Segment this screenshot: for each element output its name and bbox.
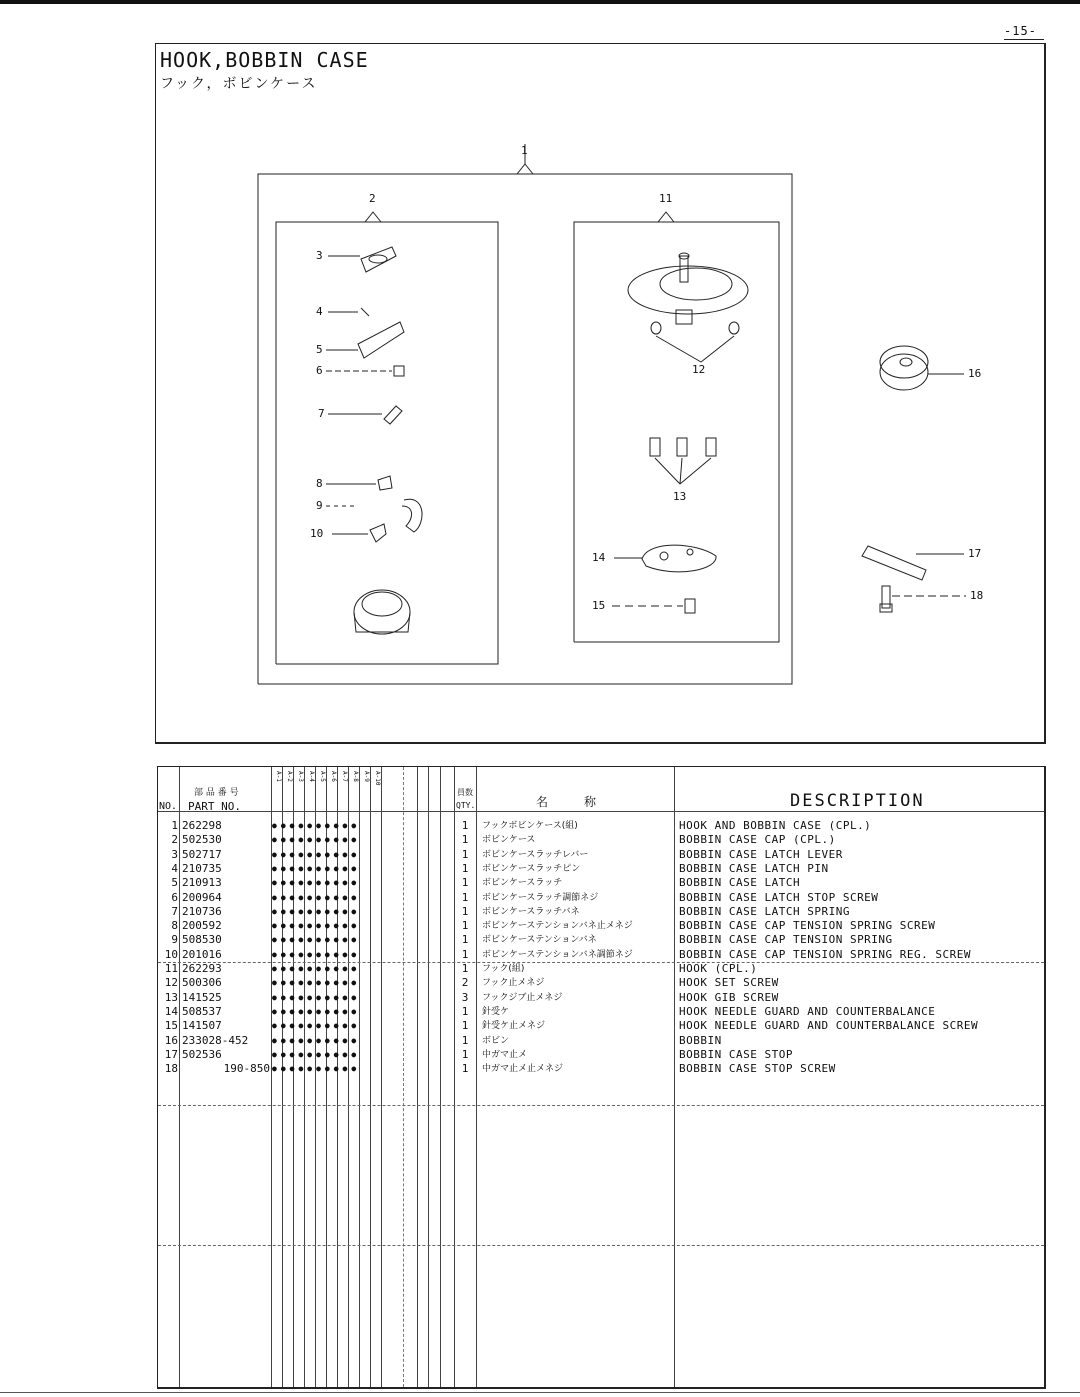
quantity: 1 bbox=[461, 1033, 469, 1047]
quantity: 1 bbox=[461, 876, 469, 890]
model-applicability-dots: ●●●●●●●●●● bbox=[272, 921, 361, 931]
part-number: 200964 bbox=[182, 890, 222, 904]
figure-title: HOOK,BOBBIN CASE bbox=[160, 48, 369, 72]
part-number: 210736 bbox=[182, 904, 222, 918]
model-applicability-dots: ●●●●●●●●●● bbox=[272, 935, 361, 945]
table-row bbox=[158, 1048, 1044, 1062]
part-number: 233028-452 bbox=[182, 1033, 249, 1047]
callout-1: 1 bbox=[521, 144, 528, 157]
description: HOOK (CPL.) bbox=[679, 962, 758, 975]
model-applicability-dots: ●●●●●●●●●● bbox=[272, 1021, 361, 1031]
row-number: 12 bbox=[164, 976, 178, 990]
japanese-name: ボビンケースラッチピン bbox=[482, 863, 581, 874]
table-row bbox=[158, 1019, 1044, 1033]
row-number: 9 bbox=[171, 933, 178, 947]
table-row bbox=[158, 991, 1044, 1005]
page-number-rule bbox=[1004, 39, 1044, 40]
quantity: 1 bbox=[461, 890, 469, 904]
callout-16: 16 bbox=[968, 367, 982, 380]
model-applicability-dots: ●●●●●●●●●● bbox=[272, 835, 361, 845]
blank-row-rule bbox=[158, 1105, 1044, 1106]
description: HOOK GIB SCREW bbox=[679, 990, 779, 1004]
description: BOBBIN CASE CAP TENSION SPRING REG. SCREW bbox=[679, 947, 972, 961]
table-row bbox=[158, 833, 1044, 847]
model-applicability-dots: ●●●●●●●●●● bbox=[272, 849, 361, 859]
part-number: 508530 bbox=[182, 933, 222, 947]
model-applicability-dots: ●●●●●●●●●● bbox=[272, 906, 361, 916]
model-header: A-1 bbox=[275, 771, 282, 782]
callout-6: 6 bbox=[316, 364, 323, 377]
table-row bbox=[158, 891, 1044, 905]
callout-15: 15 bbox=[592, 599, 606, 612]
callout-14: 14 bbox=[592, 551, 606, 564]
row-number: 7 bbox=[171, 904, 178, 918]
japanese-name: ボビン bbox=[482, 1035, 510, 1046]
japanese-name: ボビンケースラッチ bbox=[482, 878, 563, 889]
model-header: A-9 bbox=[363, 771, 370, 782]
row-number: 10 bbox=[164, 947, 178, 961]
figure-frame bbox=[155, 43, 1046, 744]
japanese-name: フックボビンケース(組) bbox=[482, 821, 578, 831]
description: BOBBIN CASE CAP TENSION SPRING SCREW bbox=[679, 919, 936, 933]
description: BOBBIN CASE LATCH bbox=[679, 876, 801, 890]
japanese-name: フック止メネジ bbox=[482, 978, 545, 989]
description: BOBBIN CASE CAP TENSION SPRING bbox=[679, 933, 893, 947]
header-part-no: PART NO. bbox=[188, 800, 241, 813]
callout-12: 12 bbox=[692, 363, 706, 376]
callout-8: 8 bbox=[316, 477, 323, 490]
japanese-name: ボビンケースラッチレバー bbox=[482, 849, 589, 860]
callout-4: 4 bbox=[316, 305, 323, 318]
table-row bbox=[158, 1034, 1044, 1048]
model-applicability-dots: ●●●●●●●●●● bbox=[272, 878, 361, 888]
part-number: 500306 bbox=[182, 976, 222, 990]
description: HOOK NEEDLE GUARD AND COUNTERBALANCE bbox=[679, 1004, 936, 1018]
quantity: 1 bbox=[461, 1047, 469, 1061]
callout-9: 9 bbox=[316, 499, 323, 512]
blank-row-rule bbox=[158, 1245, 1044, 1246]
callout-3: 3 bbox=[316, 249, 323, 262]
description: BOBBIN CASE STOP bbox=[679, 1047, 793, 1061]
japanese-name: ボビンケースラッチ調節ネジ bbox=[482, 892, 599, 903]
part-number: 502536 bbox=[182, 1047, 222, 1061]
part-number: 262293 bbox=[182, 962, 222, 975]
description: BOBBIN CASE LATCH STOP SCREW bbox=[679, 890, 879, 904]
model-applicability-dots: ●●●●●●●●●● bbox=[272, 1006, 361, 1016]
exploded-parts-diagram bbox=[156, 44, 1044, 742]
quantity: 1 bbox=[461, 847, 469, 861]
figure-subtitle: フック，ボビンケース bbox=[160, 76, 318, 92]
table-row bbox=[158, 948, 1044, 962]
description: BOBBIN CASE CAP (CPL.) bbox=[679, 833, 836, 847]
quantity: 1 bbox=[461, 1019, 469, 1033]
japanese-name: フックジブ止メネジ bbox=[482, 992, 563, 1003]
part-number: 200592 bbox=[182, 919, 222, 933]
quantity: 1 bbox=[461, 962, 469, 975]
japanese-name: ボビンケーステンションバネ止メネジ bbox=[482, 921, 633, 932]
row-number: 18 bbox=[164, 1062, 178, 1076]
quantity: 1 bbox=[461, 933, 469, 947]
header-no: NO. bbox=[159, 801, 178, 812]
table-row bbox=[158, 876, 1044, 890]
model-applicability-dots: ●●●●●●●●●● bbox=[272, 892, 361, 902]
page-number: -15- bbox=[1004, 24, 1037, 38]
quantity: 1 bbox=[461, 1004, 469, 1018]
header-qty-jp: 員数 bbox=[457, 788, 473, 797]
callout-17: 17 bbox=[968, 547, 982, 560]
model-applicability-dots: ●●●●●●●●●● bbox=[272, 949, 361, 959]
model-header: A-7 bbox=[341, 771, 348, 782]
japanese-name: 針受ケ bbox=[482, 1006, 510, 1017]
quantity: 3 bbox=[461, 990, 469, 1004]
row-number: 2 bbox=[171, 833, 178, 847]
model-applicability-dots: ●●●●●●●●●● bbox=[272, 978, 361, 988]
callout-13: 13 bbox=[673, 490, 687, 503]
table-row bbox=[158, 905, 1044, 919]
quantity: 1 bbox=[461, 919, 469, 933]
model-applicability-dots: ●●●●●●●●●● bbox=[272, 821, 361, 830]
row-number: 8 bbox=[171, 919, 178, 933]
model-applicability-dots: ●●●●●●●●●● bbox=[272, 964, 361, 973]
part-number: 262298 bbox=[182, 819, 222, 832]
model-applicability-dots: ●●●●●●●●●● bbox=[272, 863, 361, 873]
japanese-name: ボビンケーステンションバネ bbox=[482, 935, 597, 946]
japanese-name: フック(組) bbox=[482, 964, 525, 974]
description: HOOK AND BOBBIN CASE (CPL.) bbox=[679, 819, 872, 832]
part-number: 210913 bbox=[182, 876, 222, 890]
japanese-name: 中ガマ止メ止メネジ bbox=[482, 1064, 564, 1075]
japanese-name: 針受ケ止メネジ bbox=[482, 1021, 546, 1032]
table-row bbox=[158, 933, 1044, 947]
table-row bbox=[158, 962, 1044, 976]
callout-18: 18 bbox=[970, 589, 984, 602]
model-header: A-2 bbox=[286, 771, 293, 782]
model-header: A-8 bbox=[352, 771, 359, 782]
bottom-border bbox=[0, 1392, 1080, 1393]
quantity: 1 bbox=[461, 861, 469, 875]
part-number: 190-850 bbox=[223, 1062, 270, 1076]
header-rule bbox=[158, 811, 1044, 812]
header-name-jp: 名 称 bbox=[536, 795, 597, 809]
model-applicability-dots: ●●●●●●●●●● bbox=[272, 1049, 361, 1059]
table-row bbox=[158, 1062, 1044, 1076]
description: HOOK NEEDLE GUARD AND COUNTERBALANCE SCREW bbox=[679, 1019, 979, 1033]
top-border bbox=[0, 0, 1080, 4]
model-applicability-dots: ●●●●●●●●●● bbox=[272, 992, 361, 1002]
row-number: 15 bbox=[164, 1019, 178, 1033]
model-header: A-10 bbox=[374, 771, 381, 786]
row-number: 5 bbox=[171, 876, 178, 890]
table-row bbox=[158, 819, 1044, 833]
callout-10: 10 bbox=[310, 527, 324, 540]
quantity: 1 bbox=[461, 947, 469, 961]
callout-2: 2 bbox=[369, 192, 376, 205]
row-number: 6 bbox=[171, 890, 178, 904]
description: HOOK SET SCREW bbox=[679, 976, 779, 990]
model-applicability-dots: ●●●●●●●●●● bbox=[272, 1035, 361, 1045]
model-header: A-6 bbox=[330, 771, 337, 782]
description: BOBBIN CASE STOP SCREW bbox=[679, 1062, 836, 1076]
japanese-name: 中ガマ止メ bbox=[482, 1049, 528, 1060]
table-row bbox=[158, 1005, 1044, 1019]
description: BOBBIN bbox=[679, 1033, 722, 1047]
part-number: 141525 bbox=[182, 990, 222, 1004]
quantity: 1 bbox=[461, 819, 469, 832]
part-number: 502530 bbox=[182, 833, 222, 847]
part-number: 201016 bbox=[182, 947, 222, 961]
table-row bbox=[158, 848, 1044, 862]
row-number: 4 bbox=[171, 861, 178, 875]
row-number: 3 bbox=[171, 847, 178, 861]
part-number: 502717 bbox=[182, 847, 222, 861]
table-row bbox=[158, 919, 1044, 933]
quantity: 1 bbox=[461, 833, 469, 847]
quantity: 2 bbox=[461, 976, 469, 990]
model-header: A-3 bbox=[297, 771, 304, 782]
row-number: 1 bbox=[171, 819, 178, 832]
header-description: DESCRIPTION bbox=[790, 791, 925, 811]
description: BOBBIN CASE LATCH PIN bbox=[679, 861, 829, 875]
header-qty: QTY. bbox=[456, 801, 476, 810]
part-number: 508537 bbox=[182, 1004, 222, 1018]
callout-11: 11 bbox=[659, 192, 673, 205]
quantity: 1 bbox=[461, 904, 469, 918]
japanese-name: ボビンケース bbox=[482, 835, 536, 846]
model-header: A-4 bbox=[308, 771, 315, 782]
row-number: 16 bbox=[164, 1033, 178, 1047]
table-row bbox=[158, 976, 1044, 990]
callout-5: 5 bbox=[316, 343, 323, 356]
part-number: 210735 bbox=[182, 861, 222, 875]
row-number: 11 bbox=[164, 962, 178, 975]
description: BOBBIN CASE LATCH LEVER bbox=[679, 847, 843, 861]
row-number: 17 bbox=[164, 1047, 178, 1061]
japanese-name: ボビンケーステンションバネ調節ネジ bbox=[482, 949, 633, 960]
model-applicability-dots: ●●●●●●●●●● bbox=[272, 1064, 361, 1074]
quantity: 1 bbox=[461, 1062, 469, 1076]
part-number: 141507 bbox=[182, 1019, 222, 1033]
japanese-name: ボビンケースラッチバネ bbox=[482, 906, 580, 917]
callout-7: 7 bbox=[318, 407, 325, 420]
table-row bbox=[158, 862, 1044, 876]
header-part-no-jp: 部 品 番 号 bbox=[194, 788, 239, 798]
row-number: 13 bbox=[164, 990, 178, 1004]
row-number: 14 bbox=[164, 1004, 178, 1018]
model-header: A-5 bbox=[319, 771, 326, 782]
parts-table bbox=[157, 766, 1046, 1389]
description: BOBBIN CASE LATCH SPRING bbox=[679, 904, 850, 918]
